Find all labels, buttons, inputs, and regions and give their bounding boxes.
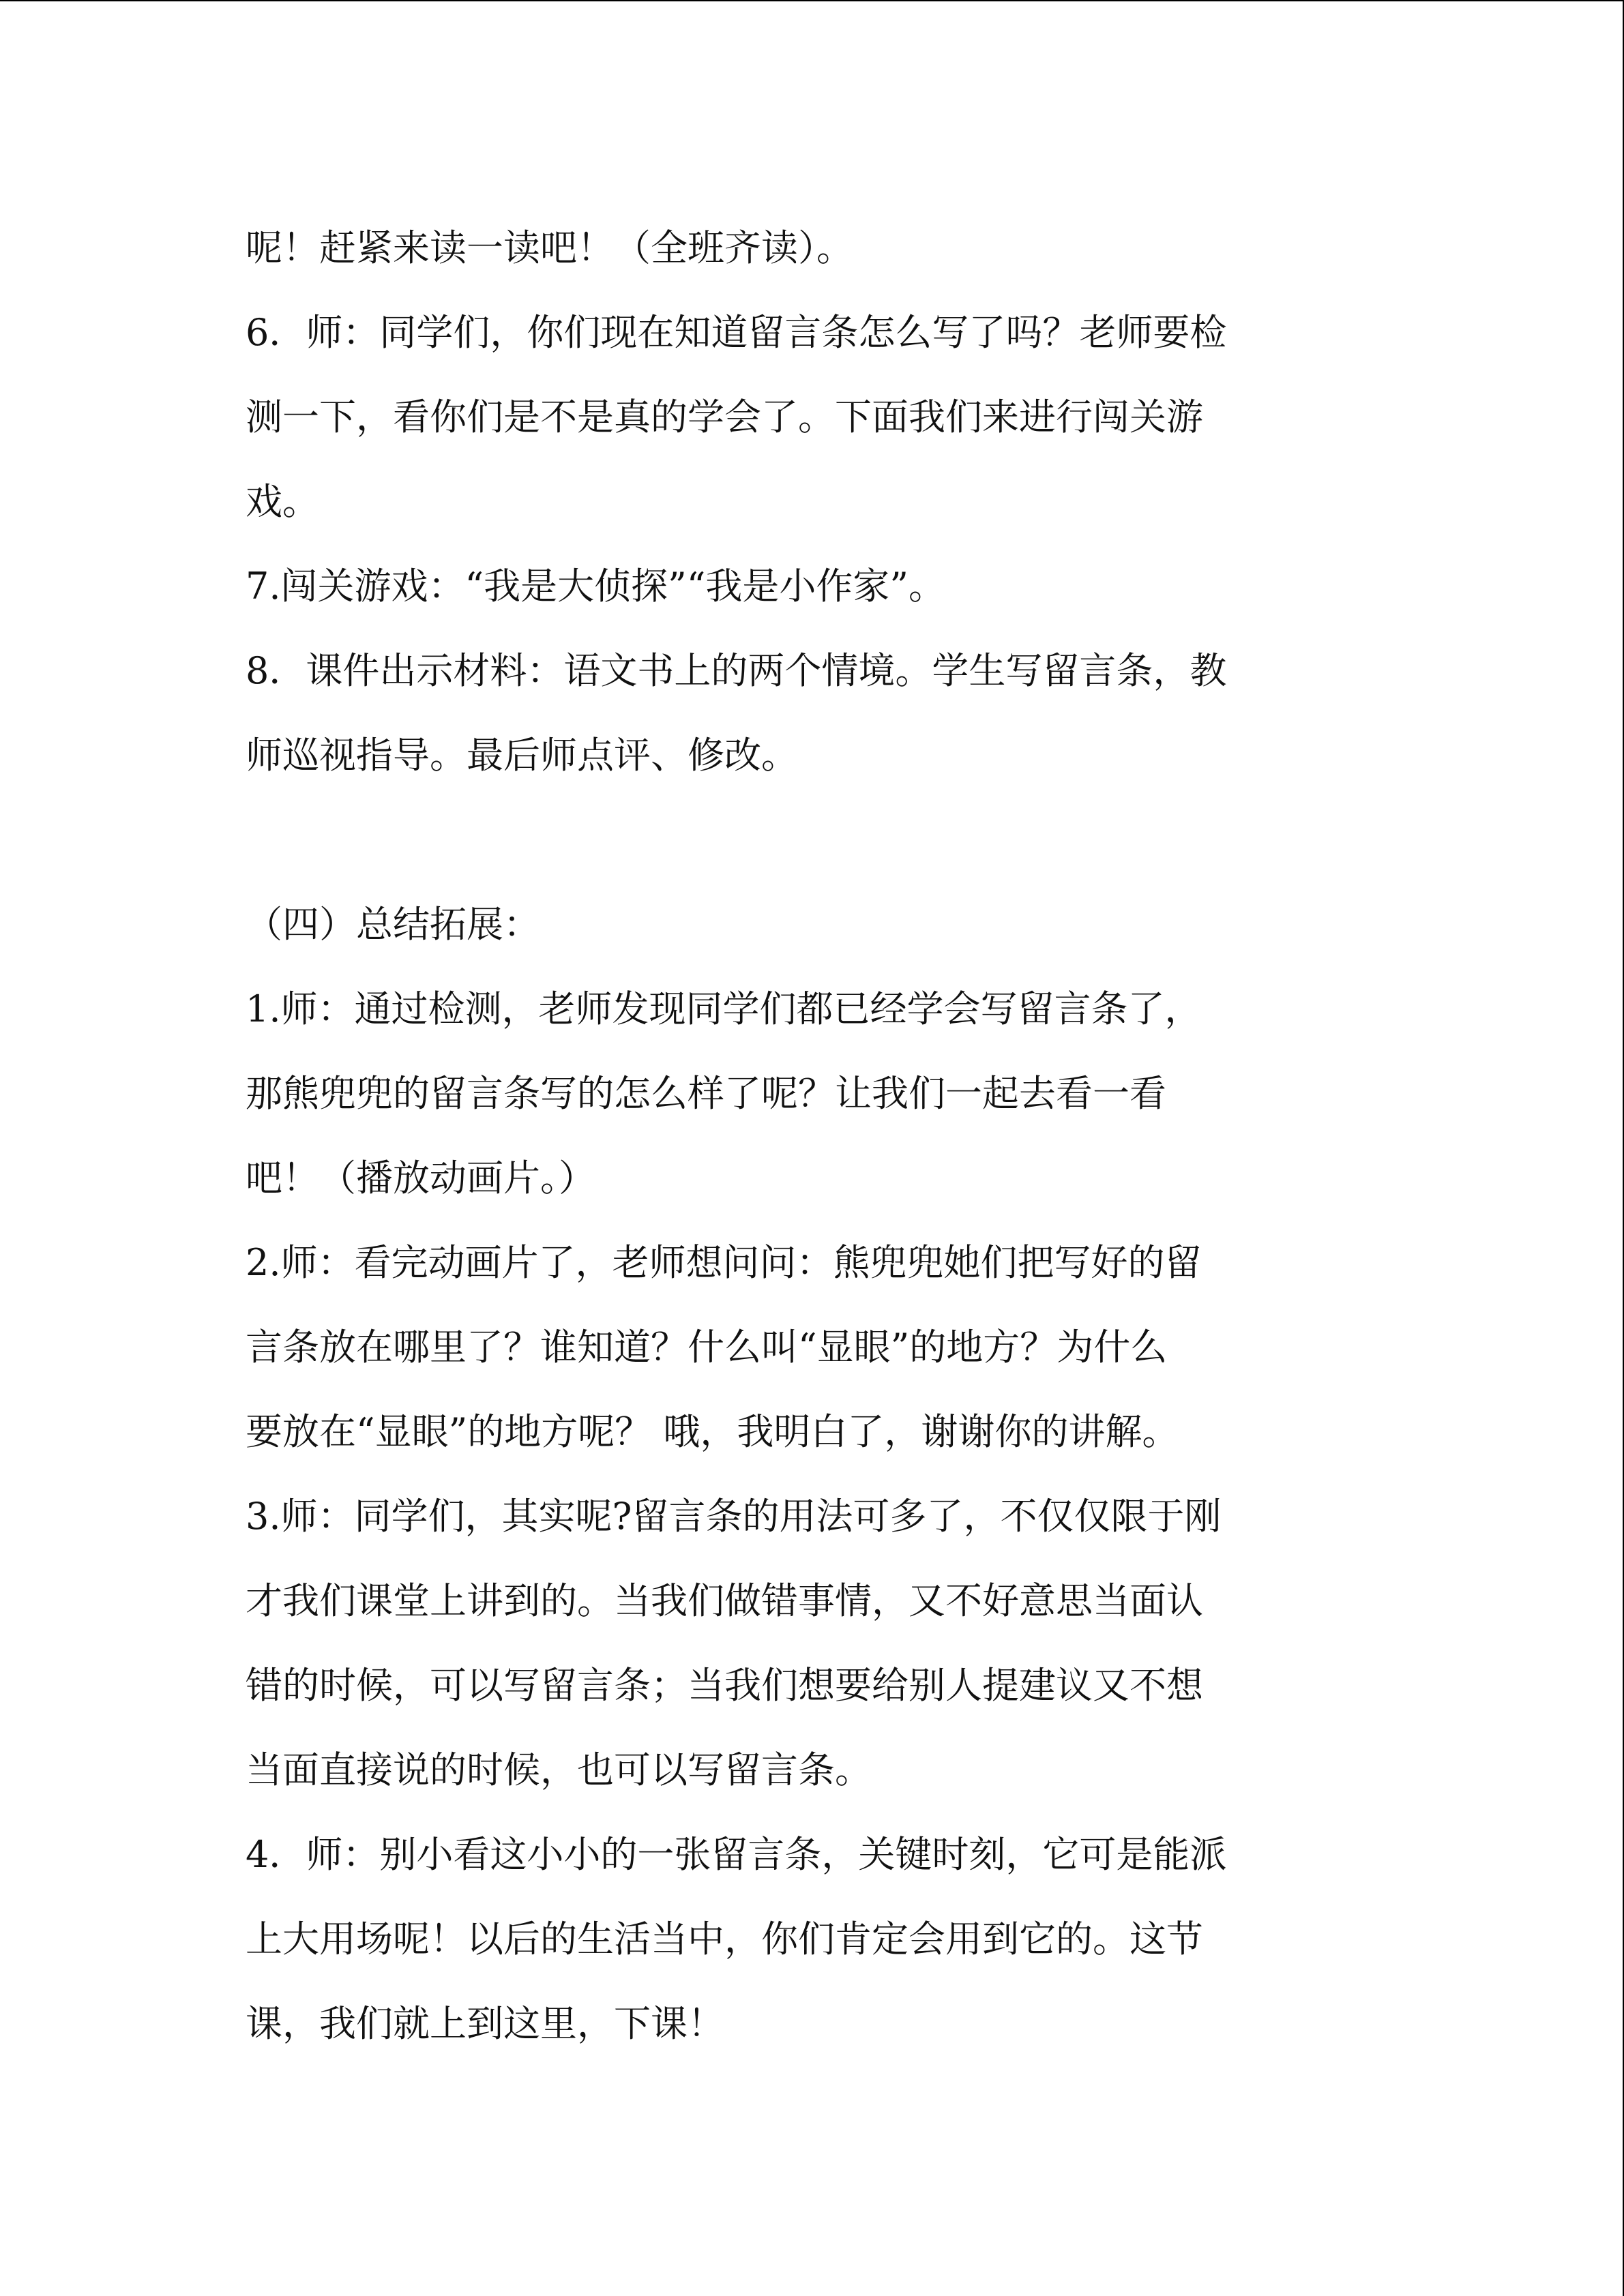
text-line-11: 那熊兜兜的留言条写的怎么样了呢？让我们一起去看一看 <box>246 1072 1166 1115</box>
text-line-22: 课，我们就上到这里，下课！ <box>246 2002 724 2045</box>
text-line-20: 4．师：别小看这小小的一张留言条，关键时刻，它可是能派 <box>246 1833 1227 1876</box>
text-line-3: 测一下，看你们是不是真的学会了。下面我们来进行闯关游 <box>246 396 1203 438</box>
document-body <box>246 206 1378 2066</box>
text-line-15: 要放在“显眼”的地方呢？ 哦，我明白了，谢谢你的讲解。 <box>246 1410 1179 1453</box>
text-line-7: 师巡视指导。最后师点评、修改。 <box>246 734 798 777</box>
text-line-12: 吧！（播放动画片。） <box>246 1157 595 1199</box>
text-line-17: 才我们课堂上讲到的。当我们做错事情，又不好意思当面认 <box>246 1579 1203 1622</box>
text-line-21: 上大用场呢！以后的生活当中，你们肯定会用到它的。这节 <box>246 1918 1203 1960</box>
text-line-2: 6．师：同学们，你们现在知道留言条怎么写了吗？老师要检 <box>246 311 1227 354</box>
text-line-1: 呢！赶紧来读一读吧！（全班齐读）。 <box>246 226 853 269</box>
text-line-10: 1.师：通过检测，老师发现同学们都已经学会写留言条了， <box>246 987 1202 1030</box>
text-line-6: 8．课件出示材料：语文书上的两个情境。学生写留言条，教 <box>246 649 1227 692</box>
text-line-19: 当面直接说的时候，也可以写留言条。 <box>246 1748 872 1791</box>
text-line-13: 2.师：看完动画片了，老师想问问：熊兜兜她们把写好的留 <box>246 1241 1202 1284</box>
paragraph-gap <box>246 798 1378 882</box>
text-line-14: 言条放在哪里了？谁知道？什么叫“显眼”的地方？为什么 <box>246 1326 1168 1369</box>
section-heading: （四）总结拓展： <box>246 903 540 946</box>
text-line-16: 3.师：同学们，其实呢?留言条的用法可多了，不仅仅限于刚 <box>246 1495 1222 1538</box>
text-line-18: 错的时候，可以写留言条；当我们想要给别人提建议又不想 <box>246 1664 1203 1707</box>
text-line-5: 7.闯关游戏：“我是大侦探”“我是小作家”。 <box>246 565 945 608</box>
text-line-4: 戏。 <box>246 480 319 523</box>
